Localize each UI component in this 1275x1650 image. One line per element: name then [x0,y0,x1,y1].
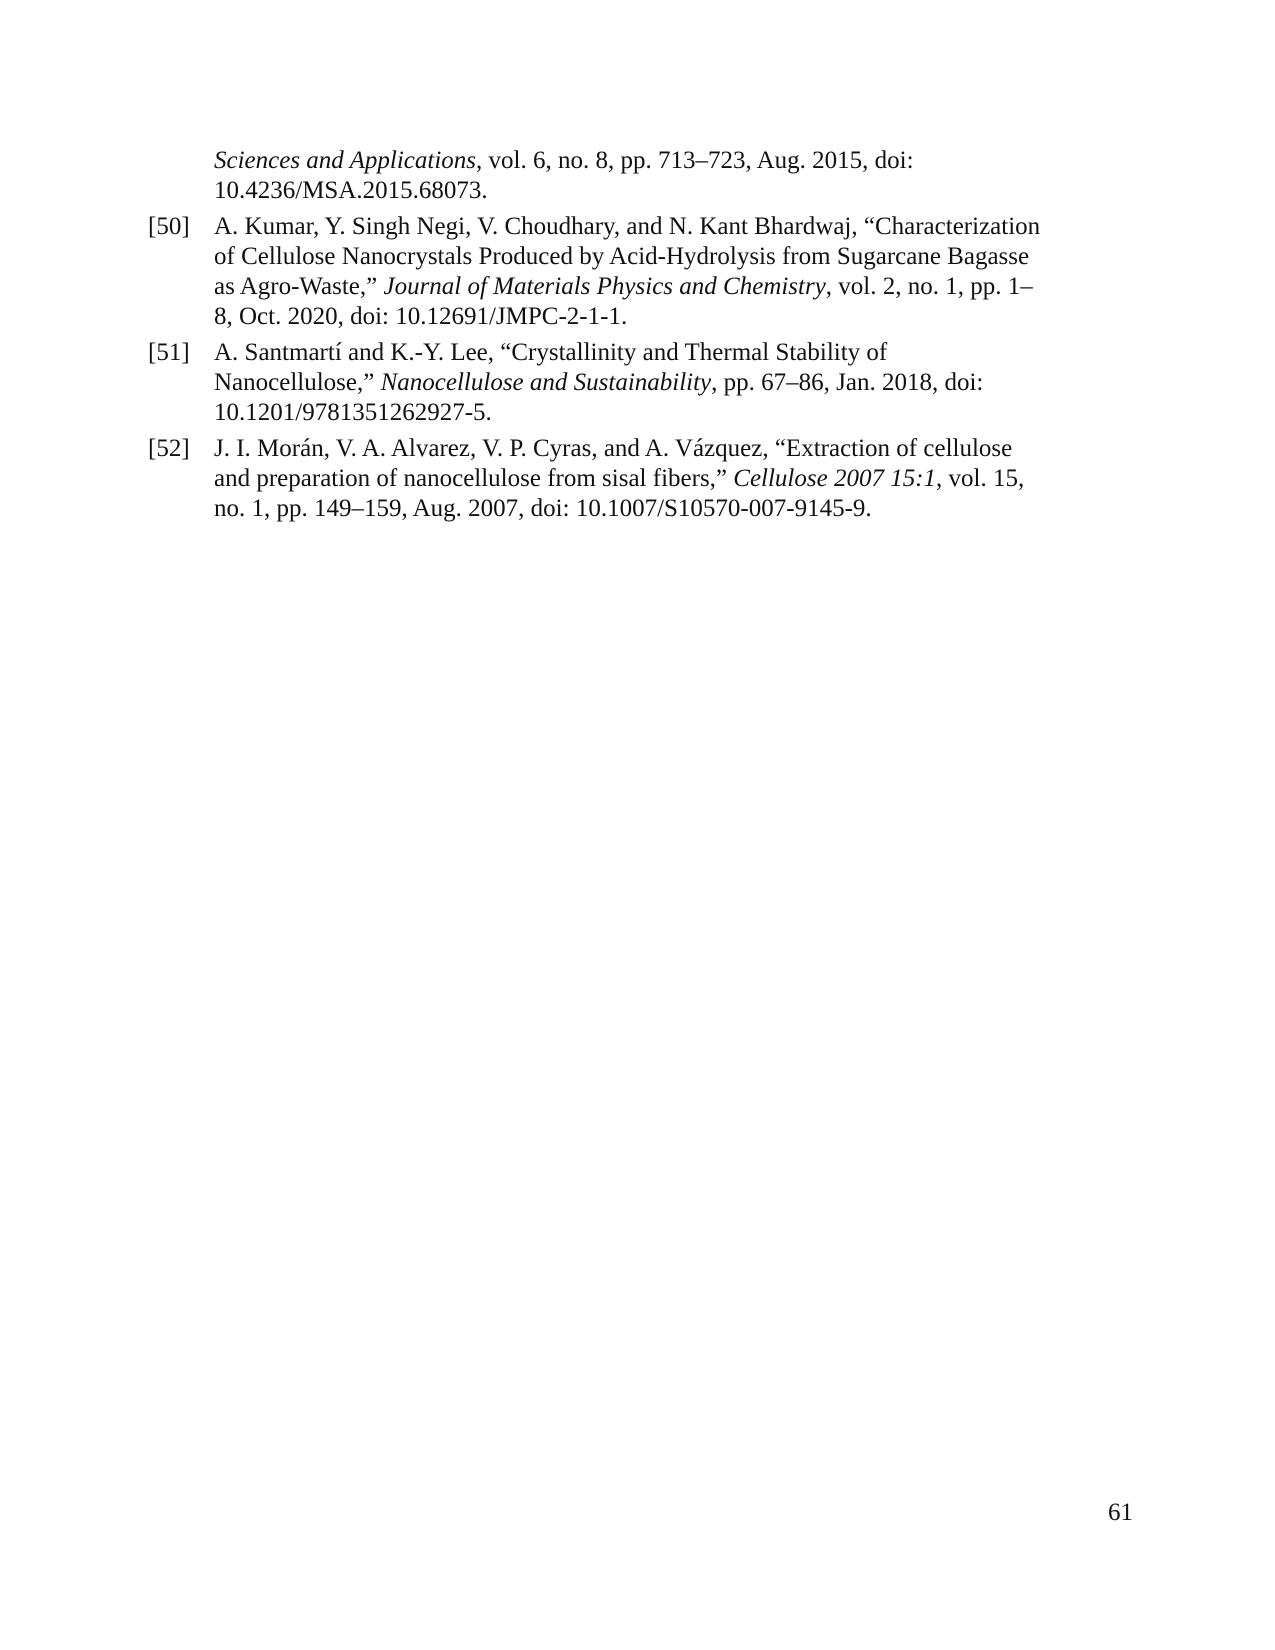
reference-body [214,338,1133,428]
reference-line [214,176,1133,206]
reference-text: no. 1, pp. 149–159, Aug. 2007, doi: 10.1007/S10570-007-9145-9. [214,495,872,522]
reference-text: and preparation of nanocellulose from sisal fibers,” [214,465,734,492]
reference-text: , vol. 15, [936,465,1025,492]
reference-source-title: Journal of Materials Physics and Chemistry [383,273,826,300]
reference-body [214,212,1133,332]
reference-line [214,146,1133,176]
reference-entry [148,434,1133,524]
reference-line [214,212,1133,242]
reference-line [214,242,1133,272]
reference-text: , pp. 67–86, Jan. 2018, doi: [711,369,984,396]
reference-text: J. I. Morán, V. A. Alvarez, V. P. Cyras, and A. Vázquez, “Extraction of cellulose [214,435,1013,462]
reference-text: A. Kumar, Y. Singh Negi, V. Choudhary, and N. Kant Bhardwaj, “Characterization [214,213,1041,240]
reference-line [214,368,1133,398]
reference-text: A. Santmartí and K.-Y. Lee, “Crystallinity and Thermal Stability of [214,339,888,366]
reference-text: 8, Oct. 2020, doi: 10.12691/JMPC-2-1-1. [214,303,628,330]
reference-line [214,464,1133,494]
reference-text: , vol. 6, no. 8, pp. 713–723, Aug. 2015, doi: [476,147,914,174]
reference-text: of Cellulose Nanocrystals Produced by Acid-Hydrolysis from Sugarcane Bagasse [214,243,1030,270]
reference-line [214,494,1133,524]
reference-number: [50] [148,213,190,240]
reference-line [214,302,1133,332]
reference-entry [148,338,1133,428]
reference-source-title: Cellulose 2007 15:1 [733,465,937,492]
reference-continuation [148,146,1133,206]
reference-line [214,398,1133,428]
reference-body [214,434,1133,524]
reference-line [214,338,1133,368]
reference-entries [148,212,1133,524]
reference-text: 10.4236/MSA.2015.68073. [214,177,488,204]
page-number: 61 [1108,1499,1133,1526]
reference-source-title: Sciences and Applications [214,147,476,174]
reference-entry [148,212,1133,332]
reference-text: 10.1201/9781351262927-5. [214,399,492,426]
reference-line [214,434,1133,464]
reference-list [148,146,1133,530]
reference-text: , vol. 2, no. 1, pp. 1– [825,273,1033,300]
reference-text: Nanocellulose,” [214,369,381,396]
reference-number: [52] [148,435,190,462]
reference-number: [51] [148,339,190,366]
reference-text: as Agro-Waste,” [214,273,384,300]
reference-line [214,272,1133,302]
reference-source-title: Nanocellulose and Sustainability [380,369,712,396]
